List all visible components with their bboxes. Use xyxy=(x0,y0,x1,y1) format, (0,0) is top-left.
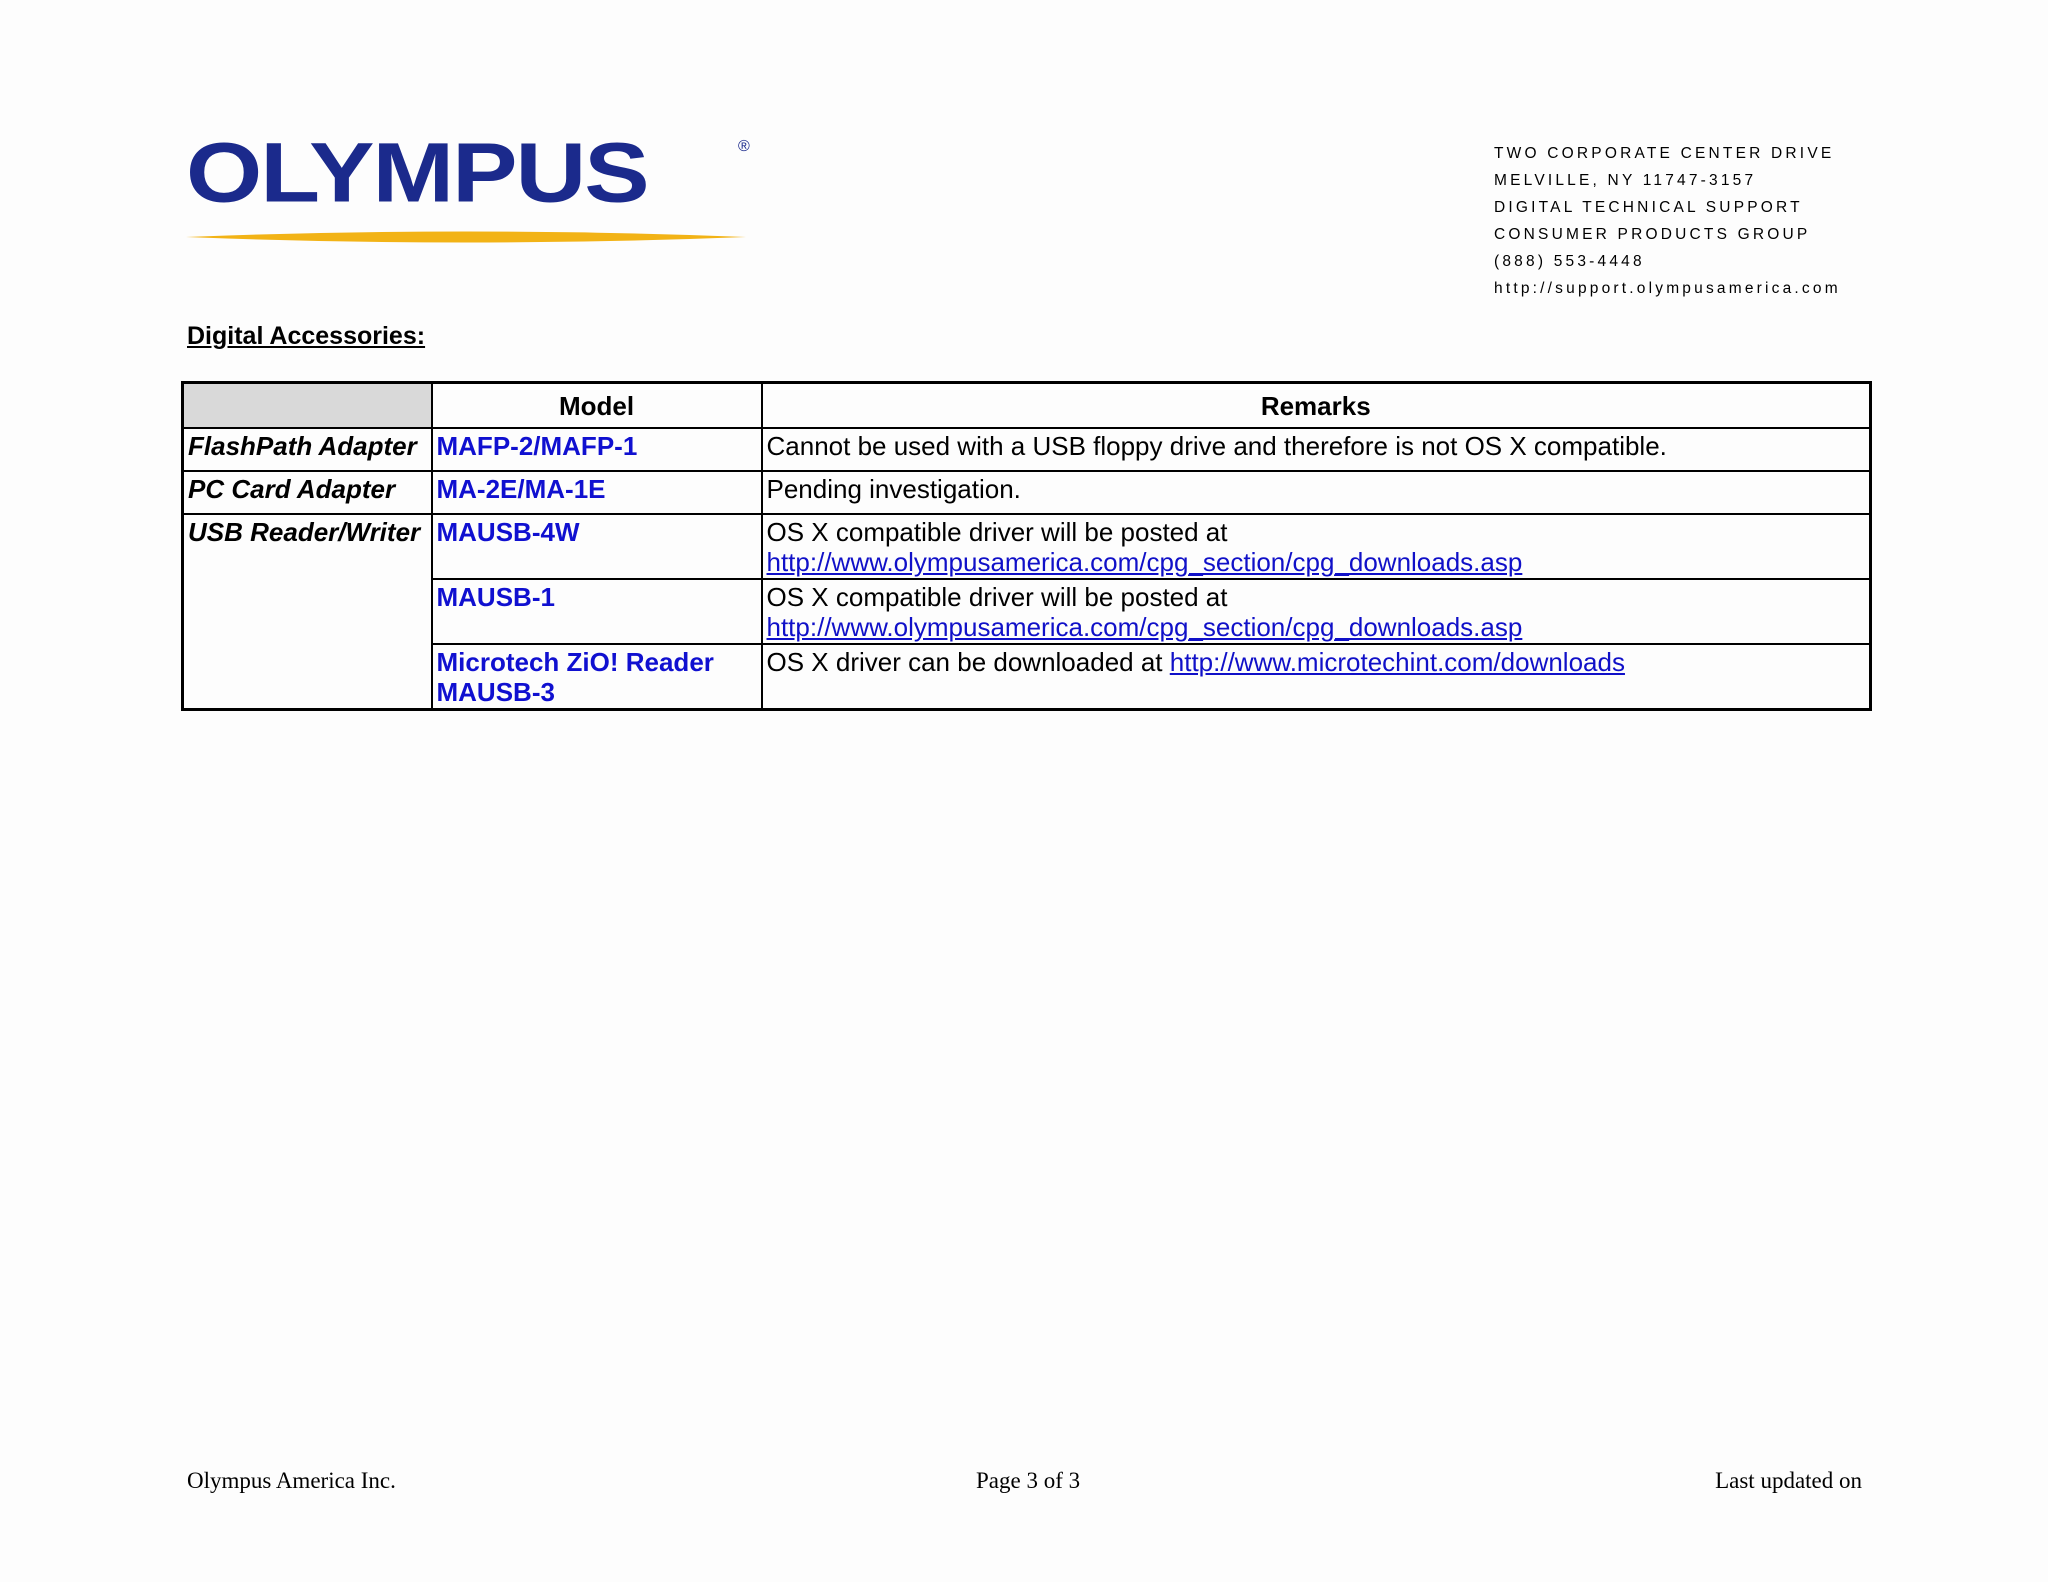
address-line: DIGITAL TECHNICAL SUPPORT xyxy=(1494,199,1803,216)
accessories-table xyxy=(181,381,1872,711)
table-header-row xyxy=(183,383,1871,429)
address-line: (888) 553-4448 xyxy=(1494,253,1645,270)
remark-cell xyxy=(762,514,1871,579)
footer-company: Olympus America Inc. xyxy=(187,1468,396,1493)
category-cell: FlashPath Adapter xyxy=(183,428,432,471)
remark-cell xyxy=(762,644,1871,710)
logo-swoosh-icon xyxy=(186,226,746,248)
remark-text: OS X compatible driver will be posted at xyxy=(766,582,1228,612)
address-line: MELVILLE, NY 11747-3157 xyxy=(1494,172,1757,189)
header-cell-remarks: Remarks xyxy=(762,383,1871,429)
remark-cell xyxy=(762,471,1871,514)
remark-cell xyxy=(762,579,1871,644)
address-line: http://support.olympusamerica.com xyxy=(1494,280,1841,297)
model-cell: MAUSB-4W xyxy=(432,514,762,579)
logo-wordmark: OLYMPUS xyxy=(186,124,648,220)
remark-text: OS X driver can be downloaded at xyxy=(766,647,1163,677)
model-cell: Microtech ZiO! Reader MAUSB-3 xyxy=(432,644,762,710)
address-line: TWO CORPORATE CENTER DRIVE xyxy=(1494,145,1835,162)
table-row xyxy=(183,579,1871,644)
model-cell: MA-2E/MA-1E xyxy=(432,471,762,514)
address-block xyxy=(1494,140,1841,302)
remark-cell xyxy=(762,428,1871,471)
registered-mark: ® xyxy=(738,138,750,155)
header-cell-model: Model xyxy=(432,383,762,429)
table-row xyxy=(183,514,1871,579)
header-cell-blank xyxy=(183,383,432,429)
remark-text: Cannot be used with a USB floppy drive and therefore is not OS X compatible. xyxy=(766,431,1667,461)
section-title: Digital Accessories: xyxy=(187,322,426,350)
remark-text: Pending investigation. xyxy=(766,474,1021,504)
footer-page-number: Page 3 of 3 xyxy=(976,1468,1081,1493)
microtech-download-link[interactable]: http://www.microtechint.com/downloads xyxy=(1169,647,1625,677)
remark-text: OS X compatible driver will be posted at xyxy=(766,517,1228,547)
footer-last-updated: Last updated on xyxy=(1715,1468,1862,1493)
address-line: CONSUMER PRODUCTS GROUP xyxy=(1494,226,1811,243)
category-cell: PC Card Adapter xyxy=(183,471,432,514)
olympus-logo xyxy=(186,124,756,250)
table-row xyxy=(183,428,1871,471)
table-row xyxy=(183,644,1871,710)
driver-download-link[interactable]: http://www.olympusamerica.com/cpg_section/cpg_downloads.asp xyxy=(766,612,1523,642)
model-cell: MAUSB-1 xyxy=(432,579,762,644)
model-cell: MAFP-2/MAFP-1 xyxy=(432,428,762,471)
category-cell: USB Reader/Writer xyxy=(183,514,432,710)
table-row xyxy=(183,471,1871,514)
driver-download-link[interactable]: http://www.olympusamerica.com/cpg_section/cpg_downloads.asp xyxy=(766,547,1523,577)
